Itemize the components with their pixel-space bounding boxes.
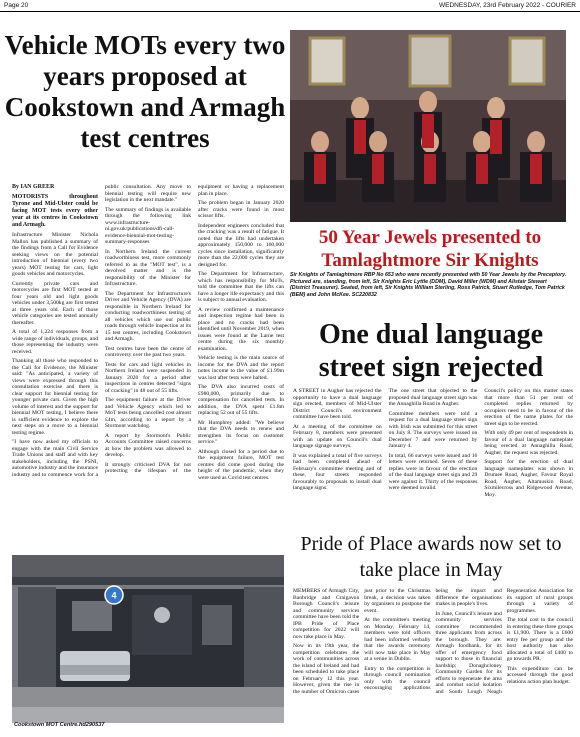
- page-number: Page 20: [4, 2, 29, 9]
- mot-paragraph: In Northern Ireland the current roadworthiness test, more commonly referred to as the "MOT test", is a devolved matter and is the responsibility of the Minister for Infrastructure.: [105, 248, 191, 287]
- mot-paragraph: Although closed for a period due to the equipment failure, MOT test centres did come good during the height of the pandemic, when they were used as Covid test centres.: [198, 448, 284, 481]
- mot-paragraph: "I have now asked my officials to engage with the main Civil Service Trade Unions and staff and with key stakeholders, including the PSNI, automotive industry and the insurance industry and to commence work for a public consultation. Any move to biennial testing will require new legislation in the next mandate.": [12, 184, 191, 478]
- street-paragraph: Support for the erection of dual language nameplates was shown in Drumee Road, Augher, Favour Royal Road, Augher, Altamuskin Road, Sixmilecross and Ridgewood Avenue, Moy.: [484, 459, 573, 498]
- mot-centre-illustration: [12, 555, 284, 723]
- mot-photo-sign-number: 4: [111, 590, 117, 601]
- street-sign-article-body: [293, 388, 573, 525]
- mot-paragraph: A review confirmed a maintenance and inspection regime had been in place and no cracks had been identified until November 2019, when issues were found at the Larne test centre during the six monthly examination.: [198, 306, 284, 352]
- mot-paragraph: It strongly criticised DVA for not protecting the lifespan of the equipment or having a replacement plan in place.: [105, 184, 284, 474]
- mot-paragraph: The DVA also incurred costs of £980,000, primarily due to compensation for cancelled tests. In addition, the DVA spent £1.8m replacing 52 out of 55 lifts.: [198, 384, 284, 416]
- mot-article-body: [12, 184, 284, 551]
- mot-paragraph: The Department for Infrastructure's Driver and Vehicle Agency (DVA) are responsible in Northern Ireland for conducting roadworthiness testing of all vehicles which use our public roads through vehicle inspection at its 15 test centres, including Cookstown and Armagh.: [105, 290, 191, 342]
- mot-headline: Vehicle MOTs every two years proposed at Cookstown and Armagh test centres: [4, 30, 286, 153]
- pride-headline: Pride of Place awards now set to take place in May: [300, 533, 562, 581]
- pride-article-body: [293, 588, 573, 733]
- mot-paragraph: Infrastructure Minister Nichola Mallon has published a summary of the findings from a Call for Evidence seeking views on the potential introduction of biennial (every two years) MOT testing for cars, light goods vehicles and motorcycles.: [12, 232, 98, 277]
- street-paragraph: A STREET in Augher has rejected the opportunity to have a dual language sign erected, members of Mid-Ulster District Council's environment committee have been told.: [293, 388, 382, 420]
- mot-paragraph: Test centres have been the centre of controversy over the past two years.: [105, 345, 191, 358]
- mot-paragraph: Vehicle testing is the main source of income for the DVA and the report notes income to the value of £1.99m was lost after tests were halted.: [198, 355, 284, 381]
- street-paragraph: In total, 66 surveys were issued and 16 letters were returned. Seven of these replies were in favour of the erection of the dual language street sign and 29 were against it. Thirty of the responses were deemed invalid.: [388, 452, 478, 491]
- pride-paragraph: The total cost to the council in entering these three groups is £1,900. There is a £600 entry fee per group and the host authority has also allocated a total of £400 to go towards PR.: [506, 617, 573, 662]
- mot-lead: MOTORISTS throughout Tyrone and Mid-Ulster could be facing MOT tests every other year at its centres in Cookstown and Armagh.: [12, 194, 98, 228]
- mot-paragraph: The equipment failure at the Driver and Vehicle Agency which led to MoT tests being cancelled cost almost £4m, according to a report by a Stormont watchdog.: [105, 397, 191, 429]
- street-sign-headline: One dual language street sign rejected: [318, 319, 544, 383]
- pride-paragraph: Now in its 19th year, the competition celebrates the work of communities across the island of Ireland and had been scheduled to take place on February 12 this year. However, given the rise in the number of Omicron cases just prior to the Christmas break, a decision was taken by organisers to postpone the event.: [293, 588, 431, 695]
- pride-paragraph: Entry to the competition is through council nomination only with the council encouraging applications being the impact and difference the organisations makes in people's lives.: [364, 588, 502, 691]
- jewels-headline: 50 Year Jewels presented to Tamlaghtmore Sir Knights: [318, 227, 542, 271]
- mot-paragraph: Independent engineers concluded that the cracking was a result of fatigue. It noted that the lifts had undertaken approximately 150,000 to 160,000 cycles since installation, significantly more than the 22,000 cycles they are designed for.: [198, 222, 284, 268]
- mot-paragraph: A total of 1,224 responses from a wide range of individuals, groups, and those representing the industry were received.: [12, 329, 98, 355]
- street-paragraph: With only 49 per cent of respondents in favour of a dual language nameplate being erected at Annaghilla Road, Augher, the request was rejected.: [484, 430, 573, 456]
- mot-paragraph: Mr Humphrey added: "We believe that the DVA needs to renew and strengthen its focus on customer service.": [198, 419, 284, 445]
- knights-group-photo: [290, 30, 566, 222]
- mot-paragraph: A report by Stormont's Public Accounts Committee raised concerns at how the problem was allowed to develop.: [105, 432, 191, 458]
- street-paragraph: At a meeting of the committee on February 8, members were presented with an update on Council's dual language signage surveys.: [293, 423, 382, 449]
- mot-paragraph: Tests for cars and light vehicles in Northern Ireland were suspended in January 2020 for a period after inspections in centres detected "signs of cracking" in 48 out of 55 lifts.: [105, 361, 191, 394]
- mot-photo-caption: Cookstown MOT Centre.hd290537: [14, 722, 105, 728]
- mot-paragraph: Currently private cars and motorcycles are first MOT tested at four years old and light goods vehicles under 3,500kg are first tested at three years old. Each of those vehicle categories are tested annually thereafter.: [12, 280, 98, 326]
- pride-paragraph: This expenditure can be accessed through the good relations action plan budget.: [506, 665, 573, 685]
- mot-centre-photo: [12, 555, 284, 723]
- mot-paragraph: The summary of findings is available through the following link www.infrastructure-ni.gov.uk/publications/dfi-call-evidence-biennial-mot-testing-summary-responses: [105, 206, 191, 245]
- jewels-photo-caption: Sir Knights of Tamlaghtmore RBP No 653 who were recently presented with 50 Year Jewels by the Preceptory. Pictured are, standing, from left, Sir Knights Eric Lyttle (DDM), David Miller (WDM) and Alistair Stewart (District Treasurer). Seated, from left, Sir Knights William Sterling, Ross Patrick, Stuart Rutledge, Tom Patrick (BEM) and John McKee. SC220832: [290, 272, 567, 298]
- mot-byline: By IAN GREER: [12, 184, 55, 190]
- knights-group-illustration: [290, 30, 566, 222]
- pride-paragraph: At the committee's meeting on Monday, February 14, members were told officers had been informed verbally that the awards ceremony will now take place in May at a venue in Dublin.: [364, 617, 431, 662]
- street-paragraph: The one street that objected to the proposed dual language street sign was the Annaghilla Road in Augher.: [388, 388, 478, 407]
- street-paragraph: Committee members were told a request for a dual language street sign with Irish was submitted for this street on July 8. The surveys were issued on December 7 and were returned by January 4.: [388, 410, 478, 449]
- pride-paragraph: In June, Council's leisure and community services committee recommended three applicants from across the borough. They are: Armagh foodbank, for its offer of emergency food support to those in financial hardship; Donaghcloney Community Garden for its efforts to regenerate the area and combat social isolation and South Lough Neagh Regeneration Association for its support of rural groups through a variety of programmes.: [435, 588, 573, 695]
- mot-paragraph: The Department for Infrastructure, which has responsibility for MoTs, told the committee that the lifts can have a longer life expectancy and this is subject to annual evaluation.: [198, 271, 284, 303]
- page-folio: [0, 0, 580, 12]
- mot-paragraph: Thanking all those who responded to the Call for Evidence, the Minister said: "As anticipated, a variety of views were expressed through this consultation exercise and there is clear support for biennial testing for younger private cars. Given the high volume of interest and the support for biennial MOT testing, I believe there is sufficient evidence to explore the next steps on a move to a biennial testing regime.: [12, 358, 98, 436]
- mot-paragraph: The problem began in January 2020 after cracks were found in most scissor lifts.: [198, 200, 284, 219]
- street-paragraph: It was explained a total of five surveys had been completed ahead of February's committee meeting and of these, four streets responded favourably to proposals to install dual language signs.: [293, 452, 382, 491]
- dateline: WEDNESDAY, 23rd February 2022 - COURIER: [438, 2, 576, 9]
- street-paragraph: Council's policy on this matter states that more than 51 per cent of completed replies returned by occupiers need to be in favour of the erection of the name plates for the street sign to be erected.: [484, 388, 573, 427]
- pride-paragraph: MEMBERS of Armagh City, Banbridge and Craigavon Borough Council's leisure and community services committee have been told the IPB Pride of Place competition for 2022 will now take place in May.: [293, 588, 360, 640]
